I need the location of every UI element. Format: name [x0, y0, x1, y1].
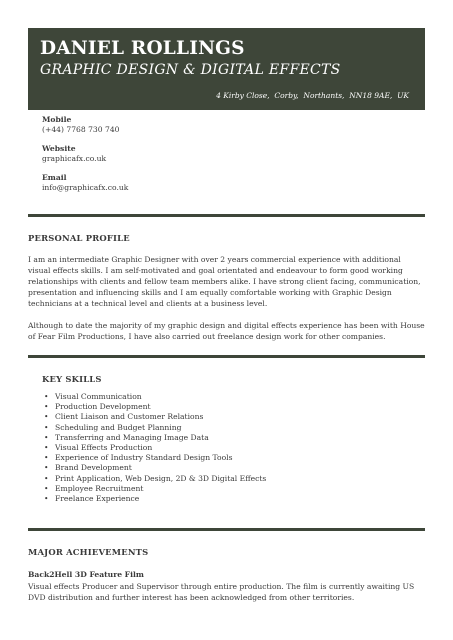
contact-mobile: [42, 115, 128, 135]
contact-website: [42, 144, 128, 164]
section-divider: [28, 214, 425, 217]
header-banner: [28, 28, 425, 110]
profile-heading: PERSONAL PROFILE: [28, 233, 130, 243]
candidate-title: GRAPHIC DESIGN & DIGITAL EFFECTS: [40, 62, 341, 78]
contact-block: [42, 115, 128, 202]
address: 4 Kirby Close, Corby, Northants, NN18 9AE, UK: [216, 91, 409, 100]
skill-item: • Freelance Experience: [42, 494, 266, 504]
profile-paragraph: Although to date the majority of my graphic design and digital effects experience has been with House of Fear Film Productions, I have also carried out freelance design work for other companies.: [28, 321, 425, 341]
skill-item: • Production Development: [42, 402, 266, 412]
achievements-heading: MAJOR ACHIEVEMENTS: [28, 547, 149, 557]
achievement-title: Back2Hell 3D Feature Film: [28, 570, 144, 579]
section-divider: [28, 528, 425, 531]
skill-item: • Print Application, Web Design, 2D & 3D Digital Effects: [42, 474, 266, 484]
contact-label: Website: [42, 144, 76, 153]
skill-item: • Brand Development: [42, 463, 266, 473]
contact-label: Email: [42, 173, 67, 182]
contact-email: [42, 173, 128, 193]
contact-value: (+44) 7768 730 740: [42, 125, 120, 134]
skills-list: [42, 392, 266, 504]
contact-label: Mobile: [42, 115, 72, 124]
email-link[interactable]: info@graphicafx.co.uk: [42, 183, 129, 192]
website-link[interactable]: graphicafx.co.uk: [42, 154, 107, 163]
skill-item: • Client Liaison and Customer Relations: [42, 412, 266, 422]
achievement-description: Visual effects Producer and Supervisor through entire production. The film is currently awaiting US DVD distribution and further interest has been acknowledged from other territories.: [28, 582, 415, 602]
skill-item: • Employee Recruitment: [42, 484, 266, 494]
skill-item: • Experience of Industry Standard Design Tools: [42, 453, 266, 463]
skill-item: • Scheduling and Budget Planning: [42, 423, 266, 433]
skill-item: • Visual Communication: [42, 392, 266, 402]
profile-paragraph: I am an intermediate Graphic Designer with over 2 years commercial experience with additional visual effects skills. I am self-motivated and goal orientated and endeavour to form good working relationships with clients and fellow team members alike. I have strong client facing, communication, presentation and influencing skills and I am equally comfortable working with Graphic Design technicians at a technical level and clients at a business level.: [28, 255, 421, 308]
skills-heading: KEY SKILLS: [42, 374, 102, 384]
skill-item: • Transferring and Managing Image Data: [42, 433, 266, 443]
section-divider: [28, 355, 425, 358]
candidate-name: DANIEL ROLLINGS: [40, 38, 245, 59]
skill-item: • Visual Effects Production: [42, 443, 266, 453]
